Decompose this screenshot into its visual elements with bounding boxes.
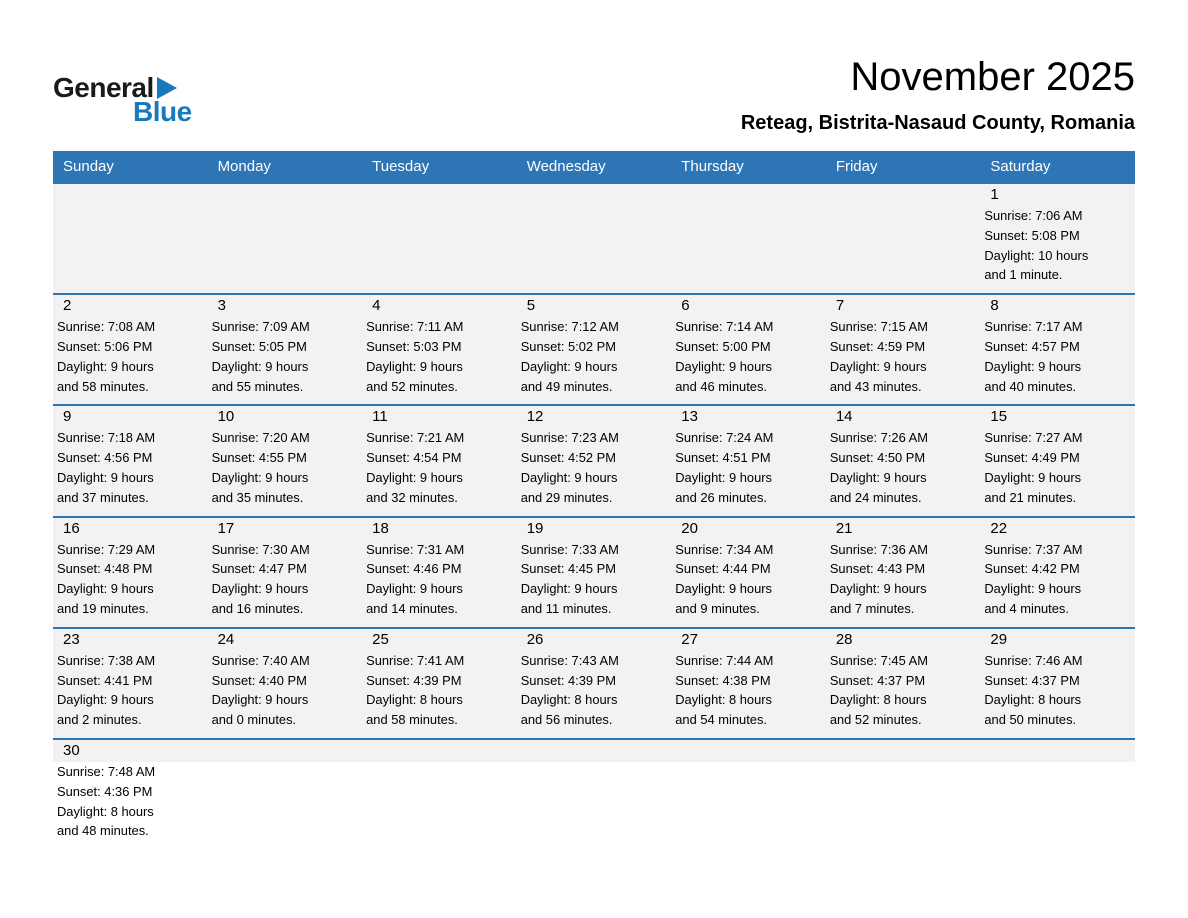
- daylight-hours-text: Daylight: 9 hours: [211, 692, 309, 708]
- day-info: [517, 540, 672, 627]
- empty-day-cell: [671, 739, 826, 849]
- day-cell: [53, 405, 208, 516]
- daylight-minutes-text: and 4 minutes.: [984, 600, 1069, 616]
- day-number: 17: [217, 519, 235, 537]
- daylight-minutes-text: and 48 minutes.: [57, 823, 149, 839]
- daylight-hours-text: Daylight: 9 hours: [211, 581, 309, 597]
- empty-day-cell: [362, 183, 517, 294]
- day-cell: [671, 517, 826, 628]
- empty-day-cell: [980, 739, 1135, 849]
- weekday-header-thursday: Thursday: [671, 151, 826, 183]
- day-info: [980, 428, 1135, 515]
- day-number: 21: [835, 519, 853, 537]
- sunrise-text: Sunrise: 7:23 AM: [520, 430, 619, 446]
- week-row: [53, 517, 1135, 628]
- day-info: [53, 762, 208, 849]
- sunrise-text: Sunrise: 7:29 AM: [57, 541, 156, 557]
- logo-text-general: General: [53, 72, 154, 103]
- daylight-hours-text: Daylight: 8 hours: [366, 692, 463, 708]
- sunrise-text: Sunrise: 7:15 AM: [829, 319, 928, 335]
- day-info: [362, 651, 517, 738]
- sunset-text: Sunset: 4:59 PM: [829, 338, 926, 354]
- day-cell: [517, 294, 672, 405]
- day-info: [671, 651, 826, 738]
- day-info: [362, 317, 517, 404]
- daylight-minutes-text: and 50 minutes.: [984, 712, 1077, 728]
- sunrise-text: Sunrise: 7:37 AM: [984, 541, 1083, 557]
- sunrise-text: Sunrise: 7:18 AM: [57, 430, 156, 446]
- sunrise-text: Sunrise: 7:24 AM: [675, 430, 774, 446]
- day-cell: [671, 405, 826, 516]
- sunset-text: Sunset: 4:49 PM: [984, 450, 1080, 466]
- day-number: [362, 184, 517, 206]
- daylight-hours-text: Daylight: 9 hours: [829, 469, 927, 485]
- day-number: [362, 740, 517, 762]
- day-number: 30: [53, 740, 208, 762]
- sunset-text: Sunset: 4:37 PM: [984, 672, 1080, 688]
- sunrise-text: Sunrise: 7:14 AM: [675, 319, 774, 335]
- sunset-text: Sunset: 4:54 PM: [366, 450, 462, 466]
- week-row: [53, 628, 1135, 739]
- day-info: [671, 317, 826, 404]
- daylight-hours-text: Daylight: 9 hours: [57, 581, 154, 597]
- daylight-hours-text: Daylight: 10 hours: [984, 247, 1089, 263]
- daylight-hours-text: Daylight: 9 hours: [366, 581, 463, 597]
- day-cell: [208, 517, 363, 628]
- day-info: [362, 428, 517, 515]
- sunset-text: Sunset: 4:56 PM: [57, 450, 153, 466]
- day-number: 20: [681, 519, 698, 537]
- daylight-minutes-text: and 52 minutes.: [366, 378, 458, 394]
- calendar-head: [53, 151, 1135, 183]
- daylight-hours-text: Daylight: 9 hours: [57, 358, 154, 374]
- weekday-header-friday: Friday: [826, 151, 981, 183]
- day-info: [208, 651, 363, 738]
- day-number: [826, 740, 981, 762]
- empty-day-cell: [208, 183, 363, 294]
- sunset-text: Sunset: 5:02 PM: [520, 338, 616, 354]
- sunset-text: Sunset: 4:38 PM: [675, 672, 771, 688]
- day-info: [980, 317, 1135, 404]
- empty-day-cell: [826, 739, 981, 849]
- daylight-hours-text: Daylight: 9 hours: [675, 358, 772, 374]
- sunset-text: Sunset: 4:55 PM: [211, 450, 307, 466]
- day-number: [208, 740, 363, 762]
- day-number: 10: [217, 408, 235, 426]
- day-info: [671, 540, 826, 627]
- day-cell: [671, 294, 826, 405]
- daylight-minutes-text: and 35 minutes.: [211, 489, 304, 505]
- weekday-header-monday: Monday: [208, 151, 363, 183]
- day-info: [53, 540, 208, 627]
- daylight-minutes-text: and 11 minutes.: [520, 600, 612, 616]
- day-cell: [980, 628, 1135, 739]
- sunrise-text: Sunrise: 7:44 AM: [675, 652, 774, 668]
- day-number: 3: [217, 297, 226, 315]
- sunset-text: Sunset: 4:51 PM: [675, 450, 771, 466]
- daylight-minutes-text: and 24 minutes.: [829, 489, 922, 505]
- sunrise-text: Sunrise: 7:27 AM: [984, 430, 1083, 446]
- daylight-minutes-text: and 49 minutes.: [520, 378, 613, 394]
- day-number: 25: [372, 630, 389, 648]
- day-cell: [362, 517, 517, 628]
- day-cell: [517, 405, 672, 516]
- sunset-text: Sunset: 4:39 PM: [366, 672, 462, 688]
- daylight-minutes-text: and 55 minutes.: [211, 378, 304, 394]
- sunset-text: Sunset: 4:47 PM: [211, 561, 307, 577]
- week-row: [53, 183, 1135, 294]
- sunrise-text: Sunrise: 7:38 AM: [57, 652, 156, 668]
- day-info: [208, 428, 363, 515]
- sunset-text: Sunset: 4:42 PM: [984, 561, 1080, 577]
- daylight-hours-text: Daylight: 9 hours: [211, 358, 309, 374]
- day-number: 15: [990, 408, 1008, 426]
- day-number: [53, 184, 208, 206]
- header-bar: [0, 0, 1188, 151]
- day-number: 8: [990, 297, 999, 315]
- day-number: 4: [372, 297, 381, 315]
- daylight-hours-text: Daylight: 9 hours: [984, 469, 1082, 485]
- day-number: 29: [990, 630, 1008, 648]
- logo-row-bottom: [133, 98, 192, 126]
- daylight-minutes-text: and 43 minutes.: [829, 378, 922, 394]
- daylight-minutes-text: and 16 minutes.: [211, 600, 304, 616]
- day-info: [362, 540, 517, 627]
- sunset-text: Sunset: 4:40 PM: [211, 672, 307, 688]
- sunrise-text: Sunrise: 7:06 AM: [984, 208, 1083, 223]
- day-cell: [980, 183, 1135, 294]
- sunset-text: Sunset: 4:39 PM: [520, 672, 616, 688]
- week-row: [53, 739, 1135, 849]
- day-number: 5: [526, 297, 536, 315]
- daylight-hours-text: Daylight: 9 hours: [366, 469, 463, 485]
- sunset-text: Sunset: 5:03 PM: [366, 338, 462, 354]
- daylight-minutes-text: and 26 minutes.: [675, 489, 767, 505]
- daylight-minutes-text: and 40 minutes.: [984, 378, 1077, 394]
- day-info: [826, 428, 981, 515]
- day-cell: [362, 405, 517, 516]
- day-info: [53, 651, 208, 738]
- day-cell: [362, 628, 517, 739]
- day-info: [208, 540, 363, 627]
- day-number: [517, 184, 672, 206]
- daylight-hours-text: Daylight: 9 hours: [211, 469, 309, 485]
- sunset-text: Sunset: 4:41 PM: [57, 672, 153, 688]
- weekday-header-wednesday: Wednesday: [517, 151, 672, 183]
- sunrise-text: Sunrise: 7:09 AM: [211, 319, 310, 335]
- day-cell: [53, 294, 208, 405]
- day-cell: [208, 405, 363, 516]
- day-number: 27: [681, 630, 698, 648]
- daylight-hours-text: Daylight: 9 hours: [57, 469, 154, 485]
- sunrise-text: Sunrise: 7:45 AM: [829, 652, 928, 668]
- empty-day-cell: [517, 183, 672, 294]
- day-info: [517, 651, 672, 738]
- sunset-text: Sunset: 4:37 PM: [829, 672, 926, 688]
- daylight-minutes-text: and 14 minutes.: [366, 600, 458, 616]
- daylight-minutes-text: and 52 minutes.: [829, 712, 922, 728]
- daylight-hours-text: Daylight: 9 hours: [984, 581, 1082, 597]
- empty-day-cell: [53, 183, 208, 294]
- day-number: 6: [681, 297, 690, 315]
- sunrise-text: Sunrise: 7:46 AM: [984, 652, 1083, 668]
- daylight-hours-text: Daylight: 9 hours: [829, 581, 927, 597]
- calendar-body: [53, 183, 1135, 849]
- daylight-hours-text: Daylight: 8 hours: [829, 692, 927, 708]
- sunrise-text: Sunrise: 7:31 AM: [366, 541, 465, 557]
- sunset-text: Sunset: 4:46 PM: [366, 561, 462, 577]
- day-info: [671, 428, 826, 515]
- daylight-hours-text: Daylight: 9 hours: [57, 692, 154, 708]
- weekday-header-row: [53, 151, 1135, 183]
- day-cell: [517, 628, 672, 739]
- sunrise-text: Sunrise: 7:17 AM: [984, 319, 1083, 335]
- day-cell: [826, 517, 981, 628]
- day-cell: [980, 294, 1135, 405]
- weekday-header-sunday: Sunday: [53, 151, 208, 183]
- day-number: 18: [372, 519, 389, 537]
- page-title: November 2025: [850, 55, 1135, 99]
- day-info: [980, 206, 1135, 293]
- sunrise-text: Sunrise: 7:20 AM: [211, 430, 310, 446]
- sunrise-text: Sunrise: 7:30 AM: [211, 541, 310, 557]
- day-number: [671, 184, 826, 206]
- day-cell: [208, 294, 363, 405]
- sunrise-text: Sunrise: 7:12 AM: [520, 319, 619, 335]
- empty-day-cell: [826, 183, 981, 294]
- day-cell: [53, 739, 208, 849]
- sunrise-text: Sunrise: 7:36 AM: [829, 541, 928, 557]
- day-number: 19: [526, 519, 544, 537]
- daylight-hours-text: Daylight: 9 hours: [366, 358, 463, 374]
- day-number: 11: [372, 408, 388, 426]
- sunrise-text: Sunrise: 7:48 AM: [57, 763, 156, 779]
- daylight-hours-text: Daylight: 9 hours: [984, 358, 1082, 374]
- daylight-hours-text: Daylight: 8 hours: [57, 803, 154, 819]
- day-info: [826, 540, 981, 627]
- weekday-header-tuesday: Tuesday: [362, 151, 517, 183]
- day-cell: [826, 628, 981, 739]
- sunrise-text: Sunrise: 7:33 AM: [520, 541, 619, 557]
- daylight-minutes-text: and 29 minutes.: [520, 489, 613, 505]
- sunset-text: Sunset: 5:08 PM: [984, 227, 1080, 243]
- day-cell: [208, 628, 363, 739]
- sunset-text: Sunset: 4:44 PM: [675, 561, 771, 577]
- sunset-text: Sunset: 4:57 PM: [984, 338, 1080, 354]
- day-number: 1: [990, 186, 999, 203]
- daylight-hours-text: Daylight: 8 hours: [984, 692, 1082, 708]
- sunrise-text: Sunrise: 7:34 AM: [675, 541, 774, 557]
- calendar-table: [53, 151, 1135, 849]
- day-cell: [53, 628, 208, 739]
- sunset-text: Sunset: 4:48 PM: [57, 561, 153, 577]
- daylight-minutes-text: and 7 minutes.: [829, 600, 915, 616]
- daylight-minutes-text: and 21 minutes.: [984, 489, 1077, 505]
- sunset-text: Sunset: 4:45 PM: [520, 561, 616, 577]
- daylight-hours-text: Daylight: 9 hours: [829, 358, 927, 374]
- day-number: [671, 740, 826, 762]
- day-number: 23: [63, 630, 80, 648]
- day-cell: [826, 405, 981, 516]
- day-info: [826, 317, 981, 404]
- daylight-hours-text: Daylight: 9 hours: [675, 581, 772, 597]
- daylight-minutes-text: and 54 minutes.: [675, 712, 767, 728]
- daylight-minutes-text: and 19 minutes.: [57, 600, 149, 616]
- day-number: 14: [835, 408, 853, 426]
- empty-day-cell: [671, 183, 826, 294]
- daylight-minutes-text: and 0 minutes.: [211, 712, 297, 728]
- day-number: 24: [217, 630, 235, 648]
- sunrise-text: Sunrise: 7:40 AM: [211, 652, 310, 668]
- day-cell: [517, 517, 672, 628]
- sunset-text: Sunset: 4:43 PM: [829, 561, 926, 577]
- day-number: [980, 740, 1135, 762]
- week-row: [53, 294, 1135, 405]
- daylight-minutes-text: and 32 minutes.: [366, 489, 458, 505]
- day-cell: [362, 294, 517, 405]
- daylight-hours-text: Daylight: 9 hours: [675, 469, 772, 485]
- daylight-hours-text: Daylight: 9 hours: [520, 469, 618, 485]
- weekday-header-saturday: Saturday: [980, 151, 1135, 183]
- daylight-minutes-text: and 37 minutes.: [57, 489, 149, 505]
- day-info: [980, 651, 1135, 738]
- daylight-hours-text: Daylight: 8 hours: [675, 692, 772, 708]
- sunset-text: Sunset: 5:06 PM: [57, 338, 153, 354]
- sunset-text: Sunset: 4:52 PM: [520, 450, 616, 466]
- day-cell: [53, 517, 208, 628]
- day-cell: [671, 628, 826, 739]
- daylight-hours-text: Daylight: 9 hours: [520, 358, 618, 374]
- logo-text-blue: Blue: [133, 96, 192, 127]
- daylight-minutes-text: and 1 minute.: [984, 267, 1063, 283]
- sunset-text: Sunset: 5:05 PM: [211, 338, 307, 354]
- day-cell: [980, 517, 1135, 628]
- day-number: 22: [990, 519, 1008, 537]
- daylight-minutes-text: and 9 minutes.: [675, 600, 760, 616]
- day-info: [53, 428, 208, 515]
- day-number: [208, 184, 363, 206]
- daylight-minutes-text: and 56 minutes.: [520, 712, 613, 728]
- sunrise-text: Sunrise: 7:26 AM: [829, 430, 928, 446]
- day-number: [517, 740, 672, 762]
- day-cell: [980, 405, 1135, 516]
- daylight-minutes-text: and 58 minutes.: [366, 712, 458, 728]
- day-number: 7: [835, 297, 845, 315]
- empty-day-cell: [517, 739, 672, 849]
- daylight-minutes-text: and 2 minutes.: [57, 712, 142, 728]
- day-cell: [826, 294, 981, 405]
- daylight-hours-text: Daylight: 8 hours: [520, 692, 618, 708]
- day-number: 16: [63, 519, 80, 537]
- title-block: [741, 54, 1135, 135]
- day-number: 2: [63, 297, 72, 315]
- day-info: [208, 317, 363, 404]
- empty-day-cell: [208, 739, 363, 849]
- page-subtitle: Reteag, Bistrita-Nasaud County, Romania: [740, 112, 1135, 134]
- day-number: 9: [63, 408, 72, 426]
- day-info: [517, 428, 672, 515]
- day-info: [826, 651, 981, 738]
- sunrise-text: Sunrise: 7:08 AM: [57, 319, 156, 335]
- sunset-text: Sunset: 4:36 PM: [57, 783, 153, 799]
- sunrise-text: Sunrise: 7:43 AM: [520, 652, 619, 668]
- daylight-hours-text: Daylight: 9 hours: [520, 581, 618, 597]
- sunrise-text: Sunrise: 7:11 AM: [366, 319, 464, 335]
- day-number: [826, 184, 981, 206]
- day-info: [980, 540, 1135, 627]
- logo: [53, 74, 192, 126]
- daylight-minutes-text: and 58 minutes.: [57, 378, 149, 394]
- day-info: [53, 317, 208, 404]
- day-info: [517, 317, 672, 404]
- day-number: 12: [526, 408, 544, 426]
- sunset-text: Sunset: 4:50 PM: [829, 450, 926, 466]
- day-number: 13: [681, 408, 698, 426]
- day-number: 26: [526, 630, 544, 648]
- empty-day-cell: [362, 739, 517, 849]
- week-row: [53, 405, 1135, 516]
- sunset-text: Sunset: 5:00 PM: [675, 338, 771, 354]
- day-number: 28: [835, 630, 853, 648]
- sunrise-text: Sunrise: 7:41 AM: [366, 652, 465, 668]
- sunrise-text: Sunrise: 7:21 AM: [366, 430, 465, 446]
- daylight-minutes-text: and 46 minutes.: [675, 378, 767, 394]
